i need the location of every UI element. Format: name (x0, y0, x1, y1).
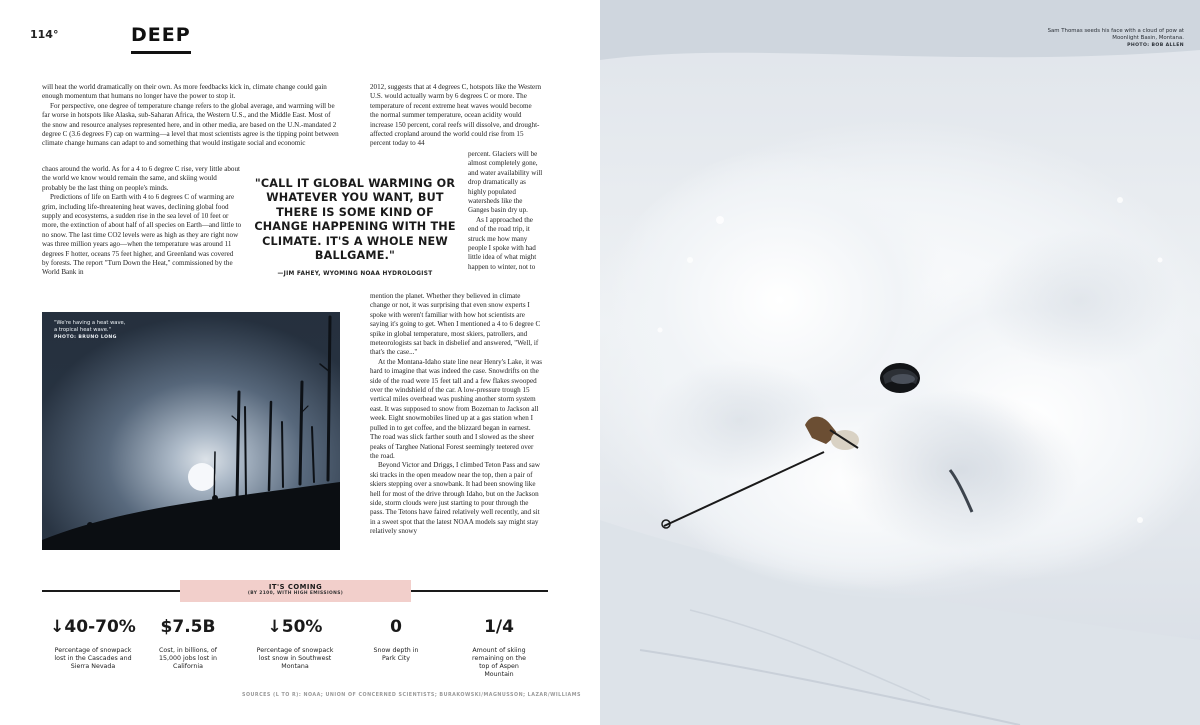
inset-photo (42, 312, 340, 550)
stat-description: Percentage of snowpack lost in the Cascades and Sierra Nevada (54, 647, 132, 670)
hero-photo-credit: PHOTO: BOB ALLEN (1127, 43, 1184, 49)
stat-item (444, 615, 554, 679)
stat-value: 0 (390, 617, 402, 637)
article-paragraph: percent. Glaciers will be almost completely gone, and water availability will drop dramatically as highly populated watersheds like the Ganges basin dry up. (468, 150, 543, 215)
article-paragraph: For perspective, one degree of temperature change refers to the global average, and warming will be far worse in hotspots like Alaska, sub-Saharan Africa, the Western U.S., and the Middle East. Most of the snow and resource analyses represented here, and in other media, are based on the U.N.-mandated 2 degree C (3.6 degrees F) cap on warming—a level that most scientists agree is the tipping point between climate change humans can adapt to and something that would instigate social and economic (42, 101, 339, 148)
inset-photo-caption-text: "We're having a heat wave, a tropical heat wave." (54, 320, 126, 333)
inset-photo-credit: PHOTO: BRUNO LONG (54, 335, 117, 340)
stat-value: ↓50% (267, 617, 323, 637)
hero-photo-caption-text: Sam Thomas seeds his face with a cloud of pow at Moonlight Basin, Montana. (1047, 28, 1184, 42)
article-column-a (42, 83, 340, 149)
article-column-a-lower (42, 165, 242, 278)
stat-value: $7.5B (160, 617, 216, 637)
stats-banner (180, 580, 411, 602)
article-column-b-narrow (468, 150, 544, 272)
skier-powder-illustration (600, 0, 1200, 725)
stat-item (38, 615, 148, 671)
article-column-b-lower (370, 292, 542, 537)
hero-photo-caption (1044, 28, 1184, 50)
article-paragraph: Predictions of life on Earth with 4 to 6 degrees C of warming are grim, including life-threatening heat waves, declining global food supply and ecosystems, a sudden rise in the sea level of 10 feet or more, the extinction of about half of all species on Earth—and little to no snow. The last time CO2 levels were as high as they are right now was three million years ago—when the temperature was around 11 degrees F hotter, oceans 75 feet higher, and Greenland was covered by forests. The report "Turn Down the Heat," commissioned by the World Bank in (42, 193, 242, 277)
sources-note: SOURCES (L TO R): NOAA; UNION OF CONCERNED SCIENTISTS; BURAKOWSKI/MAGNUSSON; LAZAR/WILLIAMS (242, 693, 581, 698)
article-paragraph: 2012, suggests that at 4 degrees C, hotspots like the Western U.S. would actually warm by 6 degrees C or more. The temperature of recent extreme heat waves would become the normal summer temperature, ocean acidity would increase 150 percent, coral reefs will dissolve, and drought-affected cropland around the world could rise from 15 percent today to 44 (370, 83, 542, 148)
right-page-hero-photo (600, 0, 1200, 725)
inset-photo-caption (54, 320, 126, 341)
stat-description: Snow depth in Park City (373, 647, 419, 662)
article-paragraph: chaos around the world. As for a 4 to 6 degree C rise, very little about the world we know would remain the same, and skiing would probably be the last thing on people's minds. (42, 165, 240, 192)
article-paragraph: As I approached the end of the road trip, it struck me how many people I spoke with had little idea of what might happen to winter, not to (468, 215, 537, 271)
stat-item (341, 615, 451, 663)
stats-subtitle: (BY 2100, WITH HIGH EMISSIONS) (247, 591, 344, 596)
page-number: 114° (30, 28, 59, 41)
pull-quote (253, 177, 457, 277)
inset-photo-illustration (42, 312, 340, 550)
stats-title: IT'S COMING (268, 583, 323, 591)
section-label: DEEP (131, 24, 191, 54)
pull-quote-attribution: —JIM FAHEY, WYOMING NOAA HYDROLOGIST (277, 271, 433, 278)
stat-item (240, 615, 350, 671)
article-paragraph: Beyond Victor and Driggs, I climbed Teton Pass and saw ski tracks in the open meadow near the top, then a pair of skiers stepping over a snowbank. It had been snowing like hell for most of the drive through Idaho, but on the Jackson side, storm clouds were just starting to pour through the pass. The Tetons have faired relatively well recently, and sit in a sweet spot that the latest NOAA models say might stay relatively snowy (370, 461, 540, 536)
stat-value: 1/4 (484, 617, 514, 637)
article-paragraph: mention the planet. Whether they believed in climate change or not, it was surprising that even snow experts I spoke with weren't familiar with how hot scientists are saying it's going to get. When I mentioned a 4 to 6 degree C spike in global temperature, most skiers, patrollers, and meteorologists sat back in disbelief and answered, "Well, if that's the case..." (370, 292, 541, 357)
stat-description: Cost, in billions, of 15,000 jobs lost in California (158, 647, 217, 670)
pull-quote-text: "CALL IT GLOBAL WARMING OR WHATEVER YOU WANT, BUT THERE IS SOME KIND OF CHANGE HAPPENING WITH THE CLIMATE. IT'S A WHOLE NEW BALLGAME." (254, 177, 456, 263)
stat-description: Amount of skiing remaining on the top of Aspen Mountain (472, 647, 526, 678)
stat-description: Percentage of snowpack lost snow in Southwest Montana (256, 647, 334, 670)
article-paragraph: will heat the world dramatically on their own. As more feedbacks kick in, climate change could gain enough momentum that humans no longer have the power to stop it. (42, 83, 327, 101)
article-paragraph: At the Montana-Idaho state line near Henry's Lake, it was hard to imagine that was indeed the case. Snowdrifts on the side of the road were 15 feet tall and a few flakes swooped over the windshield of the car. A low-pressure trough 15 vertical miles overhead was pushing another storm system east. It was supposed to snow from Bozeman to Jackson all week. Eight snowmobiles lined up at a gas station when I pulled in to get coffee, and the blizzard began in earnest. The road was slick farther south and I slowed as the sheer peaks of Targhee National Forest seemingly teetered over the road. (370, 357, 542, 460)
stat-item (133, 615, 243, 671)
stat-value: ↓40-70% (50, 617, 136, 637)
article-column-b (370, 83, 542, 149)
